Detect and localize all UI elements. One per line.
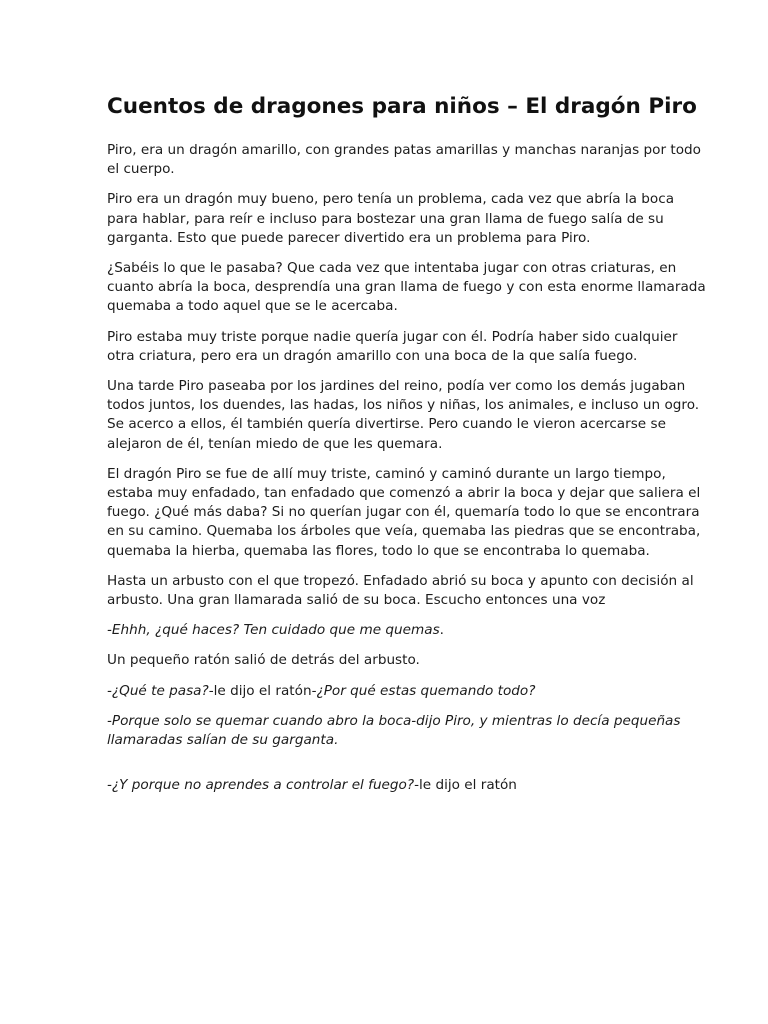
dialogue-4-italic: -¿Y porque no aprendes a controlar el fuego?	[107, 777, 415, 794]
dialogue-3	[107, 712, 707, 750]
paragraph-7: Hasta un arbusto con el que tropezó. Enfadado abrió su boca y apunto con decisión al arbusto. Una gran llamarada salió de su boca. Escucho entonces una voz	[107, 572, 694, 609]
paragraph-2: Piro era un dragón muy bueno, pero tenía un problema, cada vez que abría la boca para hablar, para reír e incluso para bostezar una gran llama de fuego salía de su garganta. Esto que puede parecer divertido era un problema para Piro.	[107, 191, 675, 246]
story-title: Cuentos de dragones para niños – El dragón Piro	[107, 94, 697, 119]
paragraph-3: ¿Sabéis lo que le pasaba? Que cada vez que intentaba jugar con otras criaturas, en cuanto abría la boca, desprendía una gran llama de fuego y con esta enorme llamarada quemaba a todo aquel que se le acercaba.	[107, 260, 706, 315]
document-body	[107, 92, 707, 806]
dialogue-1-end: .	[439, 622, 444, 639]
paragraph-4: Piro estaba muy triste porque nadie quería jugar con él. Podría haber sido cualquier otra criatura, pero era un dragón amarillo con una boca de la que salía fuego.	[107, 328, 678, 364]
dialogue-2	[107, 682, 707, 701]
dialogue-4	[107, 776, 707, 795]
dialogue-2-plain: -le dijo el ratón-	[208, 682, 317, 699]
paragraph-6: El dragón Piro se fue de allí muy triste, caminó y caminó durante un largo tiempo, estaba muy enfadado, tan enfadado que comenzó a abrir la boca y dejar que saliera el fuego. ¿Qué más daba? Si no querían jugar con él, quemaría todo lo que se encontrara en su camino. Quemaba los árboles que veía, quemaba las piedras que se encontraba, quemaba la hierba, quemaba las flores, todo lo que se encontraba lo quemaba.	[107, 465, 701, 559]
dialogue-2-italic-b: ¿Por qué estas quemando todo?	[316, 682, 536, 699]
paragraph-5: Una tarde Piro paseaba por los jardines del reino, podía ver como los demás jugaban todos juntos, los duendes, las hadas, los niños y niñas, los animales, e incluso un ogro. Se acerco a ellos, él también quería divertirse. Pero cuando le vieron acercarse se alejaron de él, tenían miedo de que les quemara.	[107, 378, 700, 452]
paragraph-9: Un pequeño ratón salió de detrás del arbusto.	[107, 652, 420, 669]
paragraph-1: Piro, era un dragón amarillo, con grandes patas amarillas y manchas naranjas por todo el cuerpo.	[107, 142, 701, 178]
dialogue-1	[107, 621, 707, 640]
dialogue-2-italic-a: -¿Qué te pasa?	[107, 682, 209, 699]
dialogue-1-italic: -Ehhh, ¿qué haces? Ten cuidado que me quemas	[107, 622, 440, 639]
dialogue-4-plain: -le dijo el ratón	[414, 777, 517, 794]
dialogue-3-italic: -Porque solo se quemar cuando abro la boca-dijo Piro, y mientras lo decía pequeñas llamaradas salían de su garganta.	[107, 712, 681, 749]
